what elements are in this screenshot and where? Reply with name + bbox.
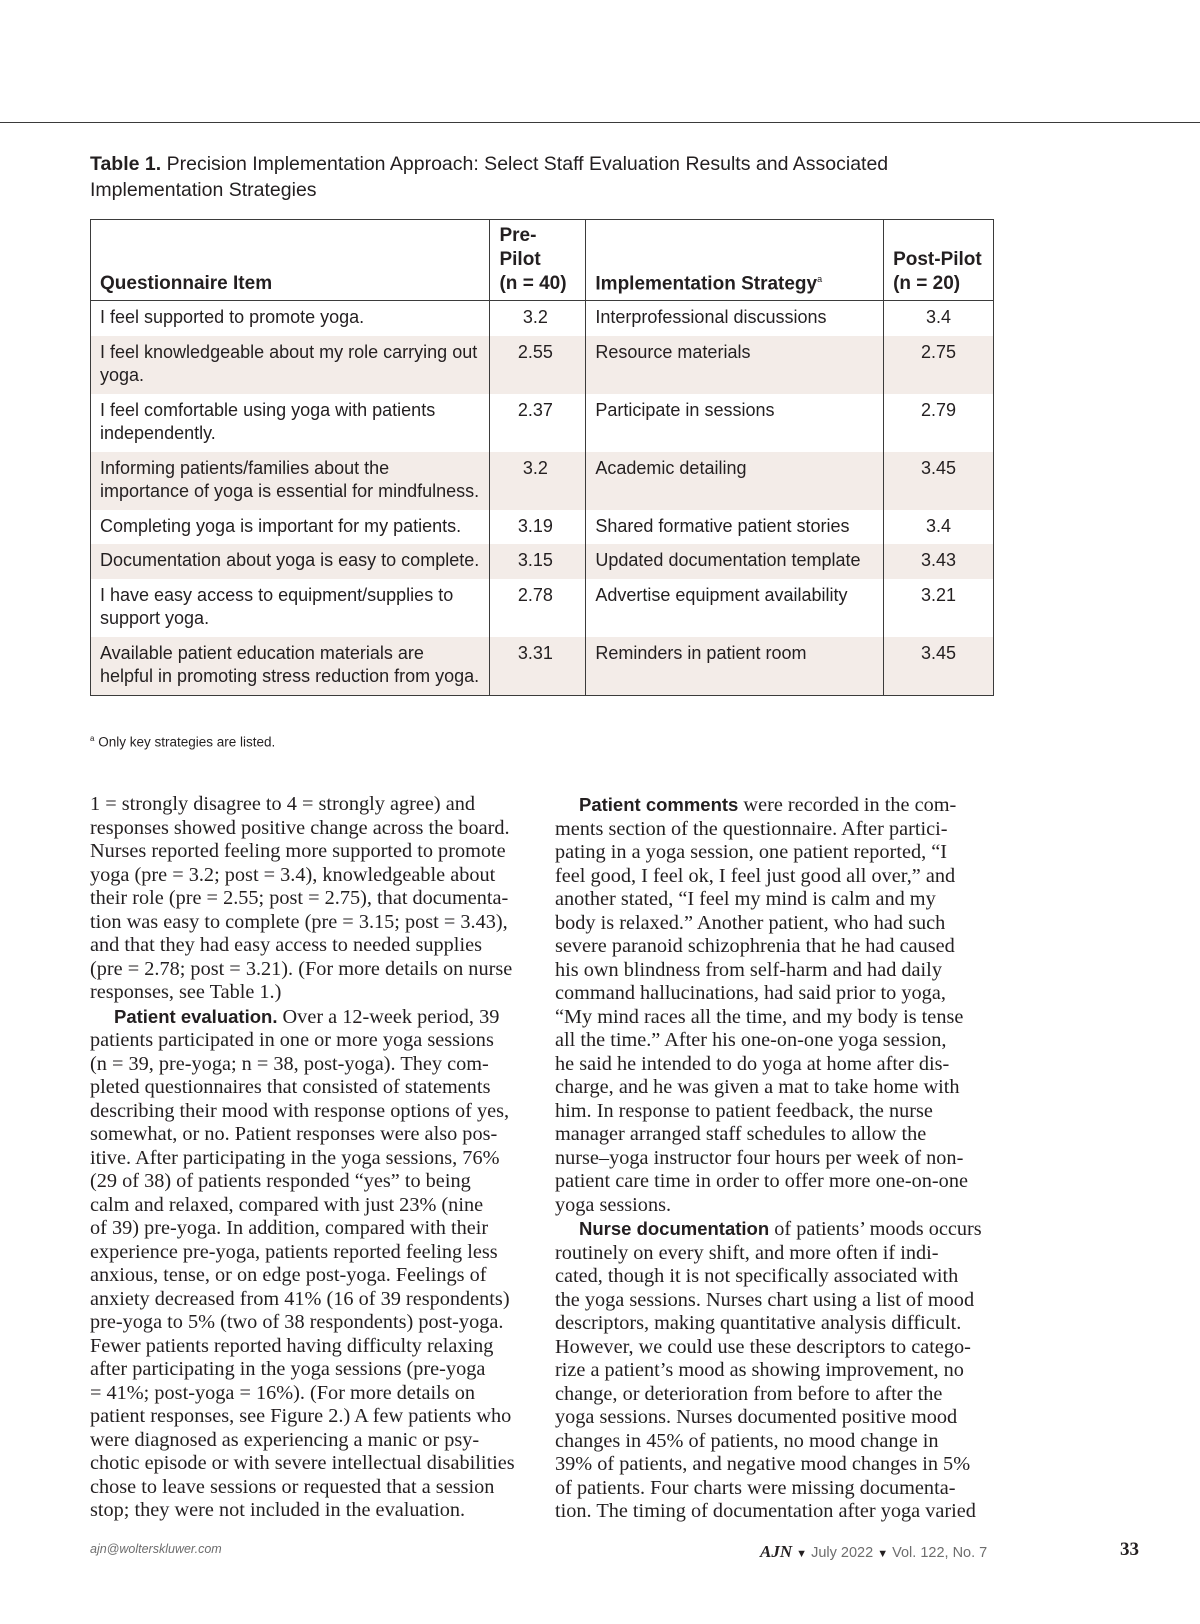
text-line: routinely on every shift, and more often if indi-	[555, 1241, 939, 1264]
text-line: stop; they were not included in the evaluation.	[90, 1499, 466, 1521]
text-line: ments section of the questionnaire. After partici-	[555, 817, 948, 840]
text-line: anxiety decreased from 41% (16 of 39 respondents)	[90, 1287, 510, 1310]
text-line: patients participated in one or more yoga sessions	[90, 1029, 494, 1051]
cell-pre-pilot-score: 2.78	[490, 579, 586, 637]
text-line: him. In response to patient feedback, the nurse	[555, 1099, 933, 1122]
cell-implementation-strategy: Shared formative patient stories	[586, 510, 884, 545]
table-caption	[90, 151, 950, 203]
cell-implementation-strategy: Interprofessional discussions	[586, 301, 884, 336]
text-line: chotic episode or with severe intellectual disabilities	[90, 1452, 515, 1474]
text-line: “My mind races all the time, and my body is tense	[555, 1005, 964, 1028]
text-line: tion. The timing of documentation after yoga varied	[555, 1500, 976, 1522]
cell-post-pilot-score: 3.45	[884, 452, 994, 510]
patient-evaluation-paragraph: Patient evaluation. Over a 12-week period, 39 patients participated in one or more yoga sessions (n = 39, pre-yoga; n = 38, post-yoga). They com- pleted questionnaires that consisted of statements describing their mood with response options of yes, somewhat, or no. Patient responses were also pos- itive. After participating in the yoga sessions, 76% (29 of 38) of patients responded “yes” to being calm and relaxed, compared with just 23% (nine of 39) pre-yoga. In addition, compared with their experience pre-yoga, patients reported feeling less anxious, tense, or on edge post-yoga. Feelings of anxiety decreased from 41% (16 of 39 respondents) pre-yoga to 5% (two of 38 respondents) post-yoga. Fewer patients reported having difficulty relaxing after participating in the yoga sessions (pre-yoga = 41%; post-yoga = 16%). (For more details on patient responses, see Figure 2.) A few patients who were diagnosed as experiencing a manic or psy- chotic episode or with severe intellectual disabilities chose to leave sessions or requested that a session stop; they were not included in the evaluation.	[90, 1005, 530, 1523]
cell-post-pilot-score: 2.75	[884, 336, 994, 394]
text-line: their role (pre = 2.55; post = 2.75), that documenta-	[90, 887, 509, 909]
text-line: the yoga sessions. Nurses chart using a list of mood	[555, 1288, 975, 1311]
text-line: yoga (pre = 3.2; post = 3.4), knowledgeable about	[90, 863, 496, 886]
cell-post-pilot-score: 3.45	[884, 637, 994, 696]
table-footnote	[90, 734, 275, 750]
text-line: chose to leave sessions or requested that a session	[90, 1475, 495, 1498]
cell-pre-pilot-score: 2.55	[490, 336, 586, 394]
cell-pre-pilot-score: 3.19	[490, 510, 586, 545]
text-line: descriptors, making quantitative analysis difficult.	[555, 1312, 962, 1334]
staff-evaluation-table	[90, 219, 994, 696]
text-line: Nurses reported feeling more supported to promote	[90, 840, 506, 862]
text-line: itive. After participating in the yoga sessions, 76%	[90, 1146, 500, 1169]
table-row	[91, 510, 994, 545]
table-row	[91, 637, 994, 696]
footer-email: ajn@wolterskluwer.com	[90, 1542, 222, 1556]
text-line: somewhat, or no. Patient responses were also pos-	[90, 1123, 498, 1145]
text-line: all the time.” After his one-on-one yoga session,	[555, 1029, 947, 1051]
cell-questionnaire-item: I feel supported to promote yoga.	[91, 301, 490, 336]
cell-pre-pilot-score: 3.2	[490, 452, 586, 510]
nurse-documentation-heading: Nurse documentation	[579, 1218, 770, 1239]
text-line: 39% of patients, and negative mood changes in 5%	[555, 1453, 971, 1475]
separator-triangle-icon: ▼	[796, 1548, 808, 1560]
text-line: of 39) pre-yoga. In addition, compared with their	[90, 1217, 489, 1239]
text-line: responses, see Table 1.)	[90, 981, 282, 1003]
cell-pre-pilot-score: 3.2	[490, 301, 586, 336]
text-line: responses showed positive change across the board.	[90, 816, 510, 839]
patient-evaluation-heading: Patient evaluation.	[114, 1005, 278, 1027]
table-title-line2: Implementation Strategies	[90, 179, 317, 201]
header-pre-pilot: Pre-Pilot (n = 40)	[490, 220, 586, 301]
cell-questionnaire-item: Documentation about yoga is easy to complete.	[91, 544, 490, 579]
text-line: nurse–yoga instructor four hours per week of non-	[555, 1146, 964, 1169]
cell-questionnaire-item: Completing yoga is important for my patients.	[91, 510, 490, 545]
text-line: calm and relaxed, compared with just 23% (nine	[90, 1193, 484, 1216]
text-line: after participating in the yoga sessions (pre-yoga	[90, 1358, 486, 1380]
patient-comments-paragraph: Patient comments were recorded in the com- ments section of the questionnaire. After partici- pating in a yoga session, one patient reported, “I feel good, I feel ok, I feel just good all over,” and another stated, “I feel my mind is calm and my body is relaxed.” Another patient, who had such severe paranoid schizophrenia that he had caused his own blindness from self-harm and had daily command hallucinations, had said prior to yoga, “My mind races all the time, and my body is tense all the time.” After his one-on-one yoga session, he said he intended to do yoga at home after dis- charge, and he was given a mat to take home with him. In response to patient feedback, the nurse manager arranged staff schedules to allow the nurse–yoga instructor four hours per week of non- patient care time in order to offer more one-on-one yoga sessions.	[555, 793, 995, 1217]
text-line: pre-yoga to 5% (two of 38 respondents) post-yoga.	[90, 1311, 504, 1333]
text-line: severe paranoid schizophrenia that he had caused	[555, 935, 955, 957]
header-rule	[0, 122, 1200, 123]
cell-questionnaire-item: I feel knowledgeable about my role carrying out yoga.	[91, 336, 490, 394]
cell-implementation-strategy: Participate in sessions	[586, 394, 884, 452]
text-line: charge, and he was given a mat to take home with	[555, 1076, 960, 1098]
text-line: cated, though it is not specifically associated with	[555, 1265, 959, 1287]
issue-date: July 2022	[811, 1545, 874, 1561]
text-line: he said he intended to do yoga at home after dis-	[555, 1052, 950, 1075]
table-label: Table 1.	[90, 153, 162, 175]
table-header-row	[91, 220, 994, 301]
cell-implementation-strategy: Academic detailing	[586, 452, 884, 510]
text-line: and that they had easy access to needed supplies	[90, 934, 482, 956]
patient-comments-heading: Patient comments	[579, 794, 739, 815]
text-line: = 41%; post-yoga = 16%). (For more details on	[90, 1381, 476, 1404]
table-row	[91, 544, 994, 579]
header-questionnaire-item: Questionnaire Item	[91, 220, 490, 301]
separator-triangle-icon: ▼	[877, 1548, 889, 1560]
nurse-results-paragraph	[90, 793, 530, 1005]
cell-post-pilot-score: 3.4	[884, 510, 994, 545]
cell-questionnaire-item: I have easy access to equipment/supplies to support yoga.	[91, 579, 490, 637]
footnote-text: Only key strategies are listed.	[98, 734, 276, 750]
journal-name: AJN	[760, 1542, 793, 1561]
table-title-line1: Precision Implementation Approach: Select Staff Evaluation Results and Associated	[166, 153, 889, 175]
text-line: 1 = strongly disagree to 4 = strongly agree) and	[90, 793, 476, 815]
text-line: (pre = 2.78; post = 3.21). (For more details on nurse	[90, 957, 513, 980]
footnote-marker: a	[90, 734, 95, 743]
text-line: changes in 45% of patients, no mood change in	[555, 1429, 939, 1452]
table-row	[91, 579, 994, 637]
text-line: rize a patient’s mood as showing improvement, no	[555, 1359, 964, 1381]
cell-implementation-strategy: Updated documentation template	[586, 544, 884, 579]
nurse-documentation-paragraph: Nurse documentation of patients’ moods occurs routinely on every shift, and more often if indi- cated, though it is not specifically associated with the yoga sessions. Nurses chart using a list of mood descriptors, making quantitative analysis difficult. However, we could use these descriptors to catego- rize a patient’s mood as showing improvement, no change, or deterioration from before to after the yoga sessions. Nurses documented positive mood changes in 45% of patients, no mood change in 39% of patients, and negative mood changes in 5% of patients. Four charts were missing documenta- tion. The timing of documentation after yoga varied	[555, 1217, 995, 1524]
text-line: another stated, “I feel my mind is calm and my	[555, 888, 936, 910]
text-line: patient responses, see Figure 2.) A few patients who	[90, 1405, 512, 1427]
text-line: manager arranged staff schedules to allow the	[555, 1123, 927, 1145]
text-line: pating in a yoga session, one patient reported, “I	[555, 841, 947, 863]
text-line: anxious, tense, or on edge post-yoga. Feelings of	[90, 1264, 487, 1286]
cell-post-pilot-score: 3.4	[884, 301, 994, 336]
page-number: 33	[1120, 1539, 1139, 1560]
text-line: yoga sessions.	[555, 1193, 672, 1216]
cell-pre-pilot-score: 3.15	[490, 544, 586, 579]
text-line: (29 of 38) of patients responded “yes” to being	[90, 1170, 471, 1192]
cell-questionnaire-item: Informing patients/families about the importance of yoga is essential for mindfulness.	[91, 452, 490, 510]
text-line: command hallucinations, had said prior to yoga,	[555, 982, 946, 1004]
text-line: feel good, I feel ok, I feel just good all over,” and	[555, 864, 956, 887]
text-line: pleted questionnaires that consisted of statements	[90, 1076, 491, 1098]
left-text-column	[90, 793, 530, 1523]
cell-questionnaire-item: Available patient education materials are helpful in promoting stress reduction from yoga.	[91, 637, 490, 696]
cell-implementation-strategy: Resource materials	[586, 336, 884, 394]
cell-questionnaire-item: I feel comfortable using yoga with patients independently.	[91, 394, 490, 452]
cell-implementation-strategy: Reminders in patient room	[586, 637, 884, 696]
text-line: body is relaxed.” Another patient, who had such	[555, 911, 946, 934]
cell-post-pilot-score: 3.21	[884, 579, 994, 637]
text-line: tion was easy to complete (pre = 3.15; post = 3.43),	[90, 910, 508, 933]
text-line: were diagnosed as experiencing a manic or psy-	[90, 1428, 480, 1451]
cell-pre-pilot-score: 2.37	[490, 394, 586, 452]
text-line: patient care time in order to offer more one-on-one	[555, 1170, 968, 1192]
cell-post-pilot-score: 2.79	[884, 394, 994, 452]
text-line: change, or deterioration from before to after the	[555, 1382, 943, 1405]
text-line: yoga sessions. Nurses documented positive mood	[555, 1406, 958, 1428]
cell-implementation-strategy: Advertise equipment availability	[586, 579, 884, 637]
table-body	[91, 301, 994, 696]
header-post-pilot: Post-Pilot (n = 20)	[884, 220, 994, 301]
volume-info: Vol. 122, No. 7	[892, 1545, 988, 1561]
cell-pre-pilot-score: 3.31	[490, 637, 586, 696]
text-line: describing their mood with response options of yes,	[90, 1099, 510, 1122]
right-text-column	[555, 793, 995, 1524]
text-line: of patients. Four charts were missing documenta-	[555, 1476, 956, 1499]
table-row	[91, 301, 994, 336]
table-row	[91, 452, 994, 510]
header-implementation-strategy: Implementation Strategy$^a$	[586, 220, 884, 301]
text-line: his own blindness from self-harm and had daily	[555, 958, 942, 981]
table-row	[91, 336, 994, 394]
text-line: However, we could use these descriptors to catego-	[555, 1335, 971, 1358]
text-line: experience pre-yoga, patients reported feeling less	[90, 1240, 498, 1263]
footer-journal-info	[760, 1542, 987, 1562]
cell-post-pilot-score: 3.43	[884, 544, 994, 579]
text-line: Fewer patients reported having difficulty relaxing	[90, 1334, 494, 1357]
text-line: (n = 39, pre-yoga; n = 38, post-yoga). They com-	[90, 1052, 489, 1075]
table-row	[91, 394, 994, 452]
footnote-marker: a	[817, 273, 823, 284]
